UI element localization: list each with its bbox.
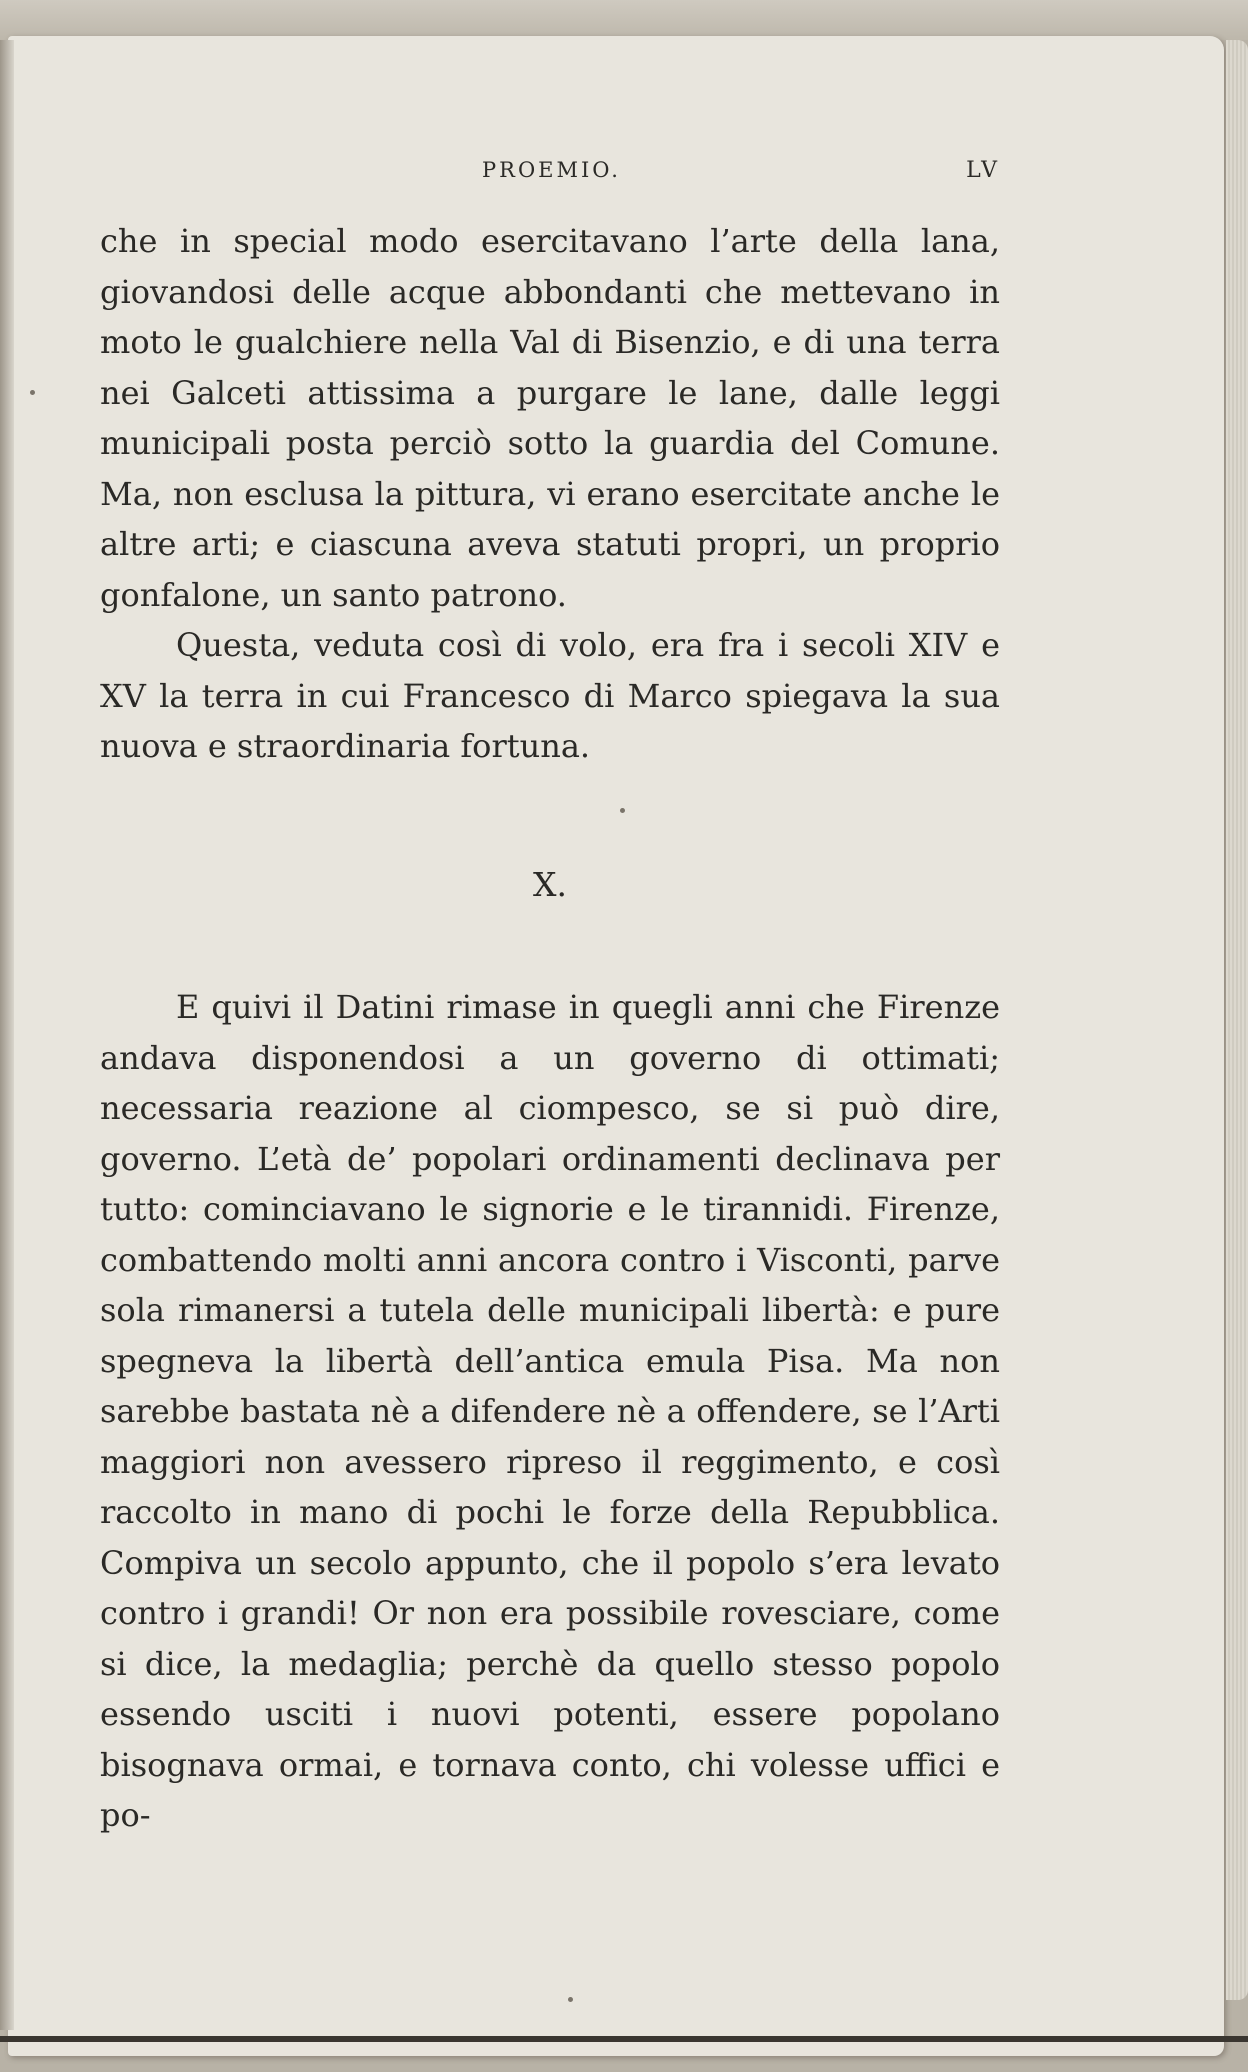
paragraph: E quivi il Datini rimase in quegli anni che Firenze andava disponendosi a un governo di ottimati; necessaria reazione al ciompesco, se si può dire, governo. L’età de’ popolari ordinamenti declinava per tutto: cominciavano le signorie e le tirannidi. Firenze, combattendo molti anni ancora contro i Visconti, parve sola rimanersi a tutela delle municipali libertà: e pure spegneva la libertà dell’antica emula Pisa. Ma non sarebbe bastata nè a difendere nè a offendere, se l’Arti maggiori non avessero ripreso il reggimento, e così raccolto in mano di pochi le forze della Repubblica. Compiva un secolo appunto, che il popolo s’era levato contro i grandi! Or non era possibile rovesciare, come si dice, la medaglia; perchè da quello stesso popolo essendo usciti i nuovi potenti, essere popolano bisognava ormai, e tornava conto, chi volesse uffici e po- (100, 988, 1000, 1834)
page-header (100, 158, 1000, 194)
running-head: PROEMIO. (482, 158, 621, 182)
page-fore-edge (1226, 40, 1248, 2000)
page-number: LV (966, 158, 1000, 183)
paper-speck (568, 1997, 573, 2002)
paragraph: Questa, veduta così di volo, era fra i secoli XIV e XV la terra in cui Francesco di Marco spiegava la sua nuova e straordinaria fortuna. (100, 626, 1000, 765)
text-block-before (100, 216, 1000, 772)
text-block-after (100, 982, 1000, 1841)
paragraph: che in special modo esercitavano l’arte della lana, giovandosi delle acque abbondanti che mettevano in moto le gualchiere nella Val di Bisenzio, e di una terra nei Galceti attissima a purgare le lane, dalle leggi municipali posta perciò sotto la guardia del Comune. Ma, non esclusa la pittura, vi erano esercitate anche le altre arti; e ciascuna aveva statuti propri, un proprio gonfalone, un santo patrono. (100, 222, 1000, 614)
background-surface (0, 0, 1248, 40)
paper-speck (30, 390, 35, 395)
section-heading: X. (533, 865, 567, 904)
paper-speck (620, 808, 625, 813)
binding-edge (0, 40, 14, 2030)
bottom-shadow-line (0, 2036, 1248, 2042)
